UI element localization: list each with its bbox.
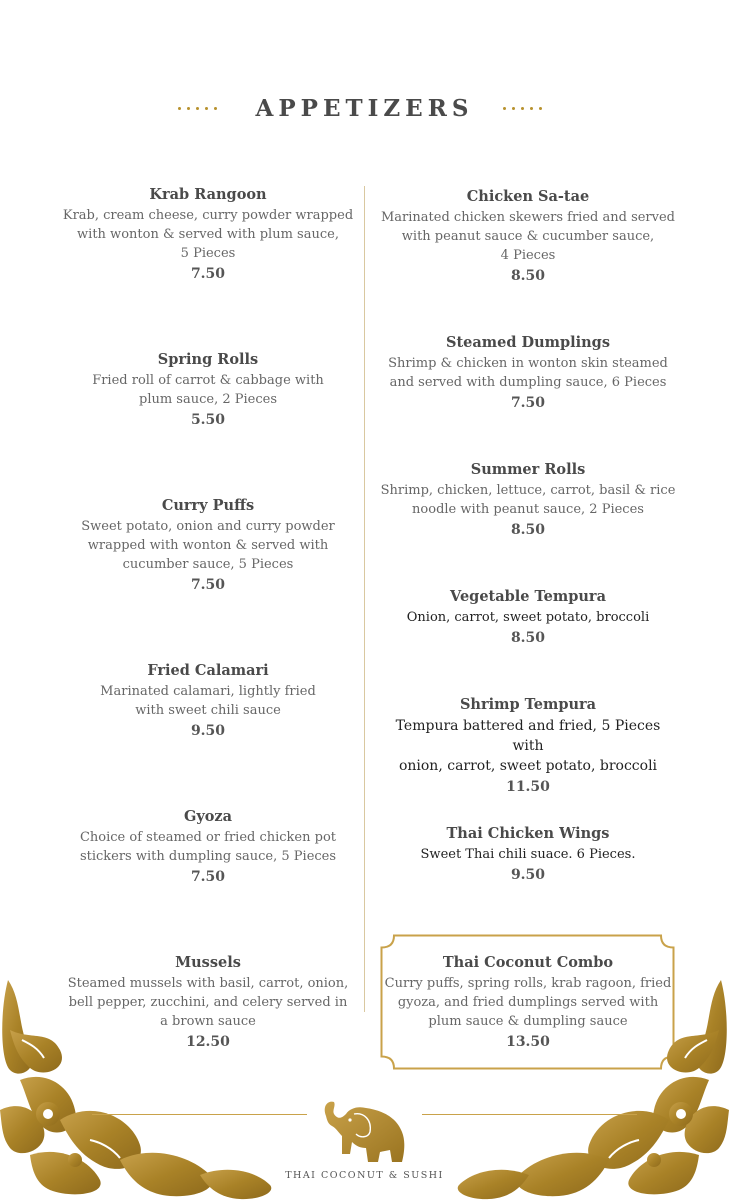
item-name: Chicken Sa-tae <box>466 188 590 205</box>
item-description: Shrimp & chicken in wonton skin steamed and served with dumpling sauce, 6 Pieces <box>388 356 668 390</box>
menu-item-steamed-dumplings <box>378 333 678 413</box>
item-name: Steamed Dumplings <box>445 334 610 351</box>
floral-ornament-right <box>409 970 729 1200</box>
item-description: Choice of steamed or fried chicken pot stickers with dumpling sauce, 5 Pieces <box>79 830 337 864</box>
item-description: Tempura battered and fried, 5 Pieces with onion, carrot, sweet potato, broccoli <box>395 718 661 774</box>
item-name: Gyoza <box>183 808 233 825</box>
menu-item-gyoza <box>58 807 358 887</box>
item-price: 13.50 <box>506 1034 550 1050</box>
item-description: Sweet Thai chili suace. 6 Pieces. <box>420 847 636 862</box>
item-name: Curry Puffs <box>161 497 255 514</box>
elephant-logo-icon <box>320 1096 408 1166</box>
menu-item-summer-rolls <box>378 460 678 540</box>
menu-item-vegetable-tempura <box>378 587 678 648</box>
item-description: Curry puffs, spring rolls, krab ragoon, fried gyoza, and fried dumplings served with plum sauce & dumpling sauce <box>384 976 672 1029</box>
item-name: Fried Calamari <box>147 662 269 679</box>
menu-item-curry-puffs <box>58 496 358 595</box>
page-title: APPETIZERS <box>255 95 474 122</box>
title-dots-right <box>503 107 548 111</box>
footer-rule-right <box>422 1114 637 1115</box>
menu-item-shrimp-tempura <box>378 695 678 797</box>
footer-rule-left <box>92 1114 307 1115</box>
menu-item-krab-rangoon <box>58 185 358 284</box>
item-description: Fried roll of carrot & cabbage with plum sauce, 2 Pieces <box>92 373 324 407</box>
item-price: 8.50 <box>510 268 546 284</box>
item-description: Marinated chicken skewers fried and served with peanut sauce & cucumber sauce, 4 Pieces <box>380 210 676 263</box>
title-row <box>0 92 729 128</box>
floral-ornament-left <box>0 970 320 1200</box>
item-name: Spring Rolls <box>157 351 259 368</box>
menu-item-thai-chicken-wings <box>378 824 678 885</box>
column-divider <box>364 186 365 1012</box>
item-price: 12.50 <box>186 1034 230 1050</box>
item-price: 8.50 <box>510 522 546 538</box>
item-price: 7.50 <box>190 577 226 593</box>
item-name: Vegetable Tempura <box>450 588 606 605</box>
item-description: Marinated calamari, lightly fried with sweet chili sauce <box>100 684 316 718</box>
item-price: 9.50 <box>510 867 546 883</box>
item-name: Mussels <box>175 954 241 971</box>
item-description: Sweet potato, onion and curry powder wrapped with wonton & served with cucumber sauce, 5 Pieces <box>81 519 335 572</box>
item-name: Thai Coconut Combo <box>442 954 614 971</box>
item-price: 11.50 <box>506 779 550 795</box>
item-name: Shrimp Tempura <box>459 696 597 713</box>
menu-item-spring-rolls <box>58 350 358 430</box>
item-description: Onion, carrot, sweet potato, broccoli <box>406 610 650 625</box>
menu-item-chicken-sa-tae <box>378 187 678 286</box>
footer-brand: THAI COCONUT & SUSHI <box>285 1170 444 1181</box>
item-price: 7.50 <box>190 266 226 282</box>
menu-item-fried-calamari <box>58 661 358 741</box>
item-price: 8.50 <box>510 630 546 646</box>
item-description: Steamed mussels with basil, carrot, onion, bell pepper, zucchini, and celery served in a brown sauce <box>67 976 349 1029</box>
item-price: 9.50 <box>190 723 226 739</box>
item-price: 7.50 <box>190 869 226 885</box>
item-description: Krab, cream cheese, curry powder wrapped with wonton & served with plum sauce, 5 Pieces <box>62 208 354 261</box>
item-name: Summer Rolls <box>470 461 586 478</box>
item-name: Krab Rangoon <box>149 186 267 203</box>
item-description: Shrimp, chicken, lettuce, carrot, basil & rice noodle with peanut sauce, 2 Pieces <box>380 483 676 517</box>
item-name: Thai Chicken Wings <box>446 825 610 842</box>
item-price: 7.50 <box>510 395 546 411</box>
item-price: 5.50 <box>190 412 226 428</box>
